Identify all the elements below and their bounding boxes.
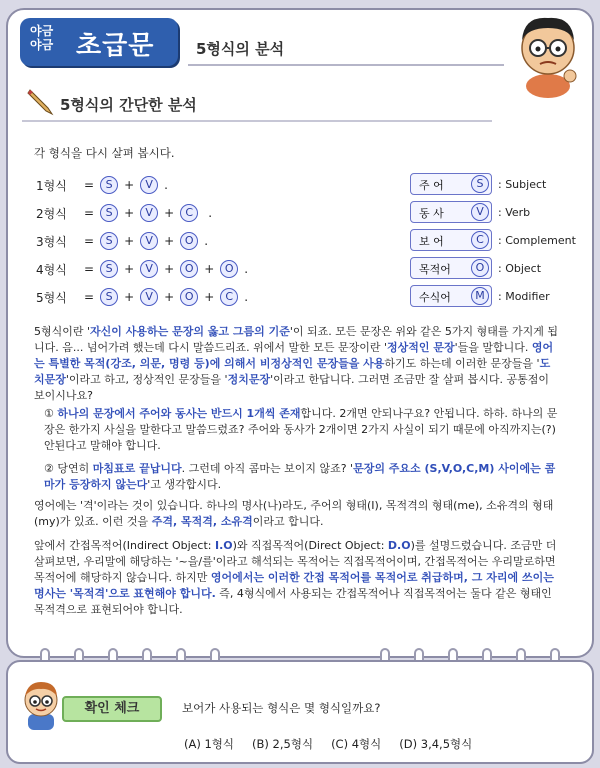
legend-kor: 주 어	[419, 179, 444, 192]
quiz-option-d[interactable]: (D) 3,4,5형식	[399, 737, 473, 751]
legend-desc: : Complement	[498, 234, 576, 247]
legend-kor: 동 사	[419, 207, 444, 220]
text: . 그런데 아직 콤마는 보이지 않죠? '	[181, 462, 354, 475]
symbol-circle: S	[100, 204, 118, 222]
text: 즉, 4형식에서 사용되는 간접목적어나 직접목적어는 둘다 같은 형태인 목적격으로 표현되어야 합니다.	[34, 587, 552, 616]
highlight: 정상적인 문장	[387, 341, 455, 354]
text: '이 되죠. 모든 문장은 위와 같은 5가지 형태를 가지게 됩니다. 음... 넘어가려 했는데 다시 말씀드리죠. 위에서 말한 모든 문장이란 '	[34, 325, 558, 354]
student-mascot-icon	[18, 676, 64, 732]
legend-desc: : Modifier	[498, 290, 550, 303]
symbol-circle: S	[100, 176, 118, 194]
paragraph-case	[34, 498, 560, 530]
symbol-circle: C	[220, 288, 238, 306]
legend-symbol: M	[471, 287, 489, 305]
highlight: 영어에서는 이러한 간접 목적어를 목적어로 취급하며, 그 자리에 쓰이는 명사는 '목적격'으로 표현해야 합니다.	[34, 571, 554, 600]
legend-kor: 보 어	[419, 235, 444, 248]
symbol-circle: S	[100, 232, 118, 250]
formula-label: 4형식	[36, 262, 67, 277]
logo-small	[30, 24, 53, 52]
legend-kor: 목적어	[419, 263, 451, 276]
legend-object	[410, 257, 492, 279]
legend-symbol: C	[471, 231, 489, 249]
paragraph-objects	[34, 538, 560, 618]
logo-small-1: 야금	[30, 24, 54, 38]
legend-verb	[410, 201, 492, 223]
note-2	[44, 461, 560, 493]
formula-eq: =	[84, 262, 95, 276]
formula-2: 2형식 = S + V + C .	[36, 206, 213, 221]
highlight: I.O	[214, 539, 233, 552]
text: 5형식이란 '	[34, 325, 91, 338]
formula-4: 4형식 = S + V + O + O .	[36, 262, 249, 277]
text: 당연히	[57, 462, 93, 475]
highlight: 문장의 주요소 (S,V,O,C,M) 사이에는 콤마가 등장하지 않는다	[44, 462, 556, 491]
formula-label: 2형식	[36, 206, 67, 221]
header	[6, 8, 594, 98]
legend-symbol: V	[471, 203, 489, 221]
highlight: 하나의 문장에서 주어와 동사는 반드시 1개씩 존재	[57, 407, 301, 420]
symbol-circle: O	[220, 260, 238, 278]
formula-label: 1형식	[36, 178, 67, 193]
legend-symbol: O	[471, 259, 489, 277]
logo	[20, 18, 178, 98]
text: )를 설명드렸습니다. 조금만 더 살펴보면, 우리말에 해당하는 '~을/를'이라고 해석되는 목적어는 직접목적어이며, 간접목적어는 우리말로하면 목적어에 해당하지 않습니다. 하지만	[34, 539, 557, 584]
text: '이라고 하고, 정상적인 문장들을 '	[65, 373, 228, 386]
legend-complement	[410, 229, 492, 251]
formula-eq: =	[84, 178, 95, 192]
formula-1: 1형식 = S + V .	[36, 178, 168, 193]
legend-symbol: S	[471, 175, 489, 193]
symbol-circle: O	[180, 232, 198, 250]
quiz-option-a[interactable]: (A) 1형식	[184, 737, 235, 751]
text: '고 생각합시다.	[147, 478, 222, 491]
legend-desc: : Subject	[498, 178, 547, 191]
check-label: 확인 체크	[62, 696, 162, 722]
text: )와 직접목적어(Direct Object:	[232, 539, 388, 552]
formula-3: 3형식 = S + V + O .	[36, 234, 209, 249]
symbol-circle: V	[140, 232, 158, 250]
text: 하기도 하는데 이러한 문장들을 '	[384, 357, 540, 370]
legend-kor: 수식어	[419, 291, 451, 304]
quiz-option-c[interactable]: (C) 4형식	[331, 737, 382, 751]
section-divider	[22, 120, 492, 122]
formula-end: .	[204, 234, 209, 248]
highlight: 마침표로 끝납니다	[92, 462, 182, 475]
symbol-circle: S	[100, 288, 118, 306]
intro-text: 각 형식을 다시 살펴 봅시다.	[34, 146, 175, 160]
highlight: 자신이 사용하는 문장의 옳고 그름의 기준	[90, 325, 290, 338]
text: '들을 말합니다.	[454, 341, 532, 354]
symbol-circle: O	[180, 288, 198, 306]
symbol-circle: O	[180, 260, 198, 278]
symbol-circle: V	[140, 288, 158, 306]
symbol-circle: V	[140, 176, 158, 194]
section-title: 5형식의 간단한 분석	[60, 96, 197, 114]
note-1	[44, 406, 560, 454]
text: 합니다. 2개면 안되나구요? 안됩니다. 하하. 하나의 문장은 한가지 사실을 말한다고 말씀드렸죠? 주어와 동사가 2개이면 2가지 사실이 되기 때문에 아직까지는(?) 안된다고 말해야 합니다.	[44, 407, 558, 452]
symbol-circle: C	[180, 204, 198, 222]
paragraph-five-forms	[34, 324, 560, 404]
logo-small-2: 야금	[30, 38, 54, 52]
text: '이라고 한답니다. 그러면 조금만 잘 살펴 봅시다. 공통점이 보이시나요?	[34, 373, 549, 402]
legend-subject	[410, 173, 492, 195]
logo-title: 초급문법	[76, 31, 155, 98]
highlight: 도치문장	[34, 357, 551, 386]
symbol-circle: V	[140, 260, 158, 278]
pencil-icon	[26, 86, 54, 116]
legend-desc: : Object	[498, 262, 542, 275]
symbol-circle: V	[140, 204, 158, 222]
note-number: ②	[44, 462, 54, 475]
formula-eq: =	[84, 206, 95, 220]
highlight: 주격, 목적격, 소유격	[151, 515, 253, 528]
highlight: 정치문장	[227, 373, 271, 386]
formula-end: .	[244, 262, 249, 276]
formula-5: 5형식 = S + V + O + C .	[36, 290, 249, 305]
legend-desc: : Verb	[498, 206, 531, 219]
text: 이라고 합니다.	[252, 515, 324, 528]
formula-end: .	[164, 178, 168, 192]
note-number: ①	[44, 407, 54, 420]
formula-label: 3형식	[36, 234, 67, 249]
formula-end: .	[244, 290, 249, 304]
page-title: 5형식의 분석	[196, 40, 285, 58]
formula-label: 5형식	[36, 290, 67, 305]
highlight: D.O	[387, 539, 411, 552]
symbol-circle: S	[100, 260, 118, 278]
quiz-options	[184, 736, 472, 752]
formula-end: .	[208, 206, 213, 220]
formula-eq: =	[84, 234, 95, 248]
text: 앞에서 간접목적어(Indirect Object:	[34, 539, 215, 552]
formula-eq: =	[84, 290, 95, 304]
quiz-question: 보어가 사용되는 형식은 몇 형식일까요?	[182, 701, 381, 715]
teacher-mascot-icon	[510, 6, 586, 98]
quiz-option-b[interactable]: (B) 2,5형식	[252, 737, 314, 751]
highlight: 영어는 특별한 목적(강조, 의문, 명령 등)에 의해서 비정상적인 문장들을 사용	[34, 341, 554, 370]
text: 영어에는 '격'이라는 것이 있습니다. 하나의 명사(나)라도, 주어의 형태(I), 목적격의 형태(me), 소유격의 형태(my)가 있죠. 이런 것을	[34, 499, 554, 528]
header-divider	[188, 64, 504, 66]
legend-modifier	[410, 285, 492, 307]
